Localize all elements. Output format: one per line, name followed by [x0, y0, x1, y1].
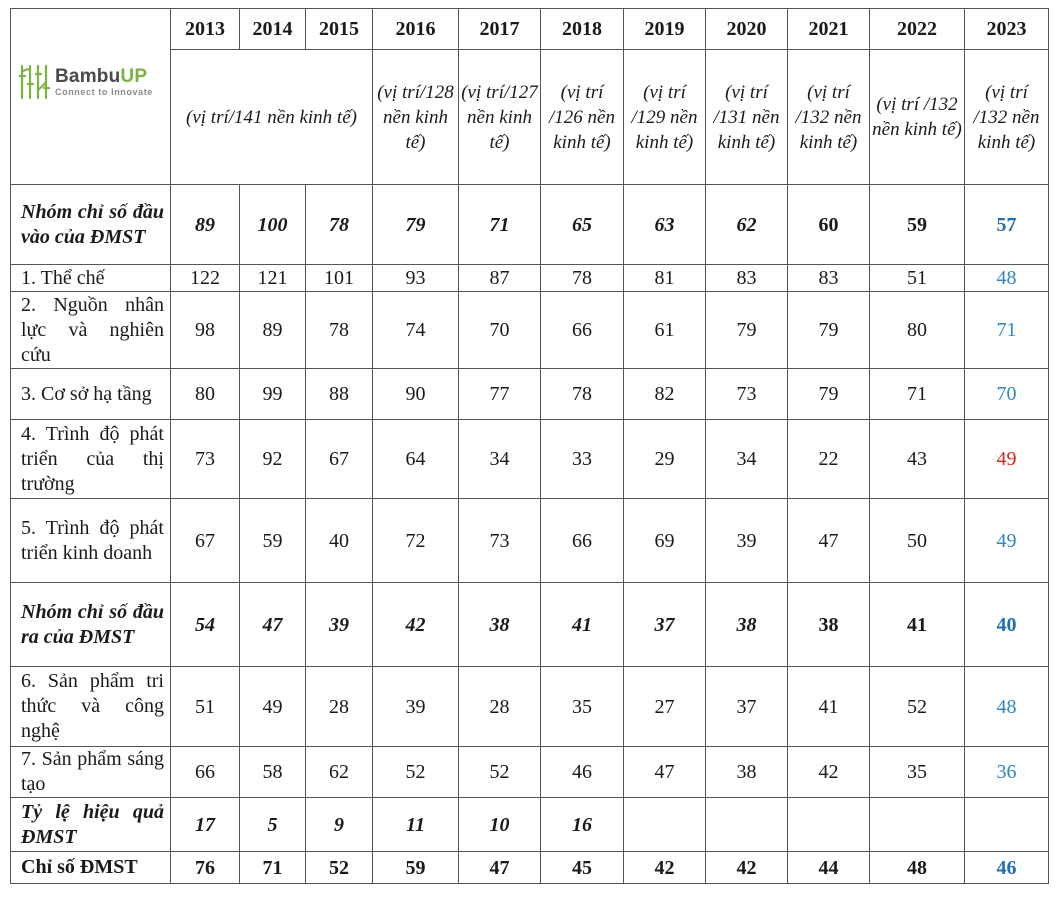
cell-2015: 39 — [306, 583, 373, 667]
cell-2017: 77 — [459, 369, 541, 420]
cell-2019: 29 — [624, 420, 706, 499]
cell-2013: 98 — [171, 292, 240, 369]
year-2017: 2017 — [459, 9, 541, 50]
cell-2018: 66 — [541, 499, 624, 583]
cell-2021: 44 — [788, 852, 870, 884]
cell-2016: 39 — [373, 667, 459, 747]
cell-2022: 35 — [870, 747, 965, 798]
row-label: 6. Sản phẩm tri thức và công nghệ — [11, 667, 171, 747]
cell-2014: 121 — [240, 265, 306, 292]
cell-2020: 62 — [706, 185, 788, 265]
knowledge-tech-row — [11, 667, 1049, 747]
cell-2021: 47 — [788, 499, 870, 583]
cell-2021: 83 — [788, 265, 870, 292]
subheader-2013-2015: (vị trí/141 nền kinh tế) — [171, 50, 373, 185]
cell-2022: 51 — [870, 265, 965, 292]
cell-2022: 71 — [870, 369, 965, 420]
row-label: 4. Trình độ phát triển của thị trường — [11, 420, 171, 499]
cell-2023: 36 — [965, 747, 1049, 798]
cell-2018: 78 — [541, 369, 624, 420]
cell-2023: 49 — [965, 420, 1049, 499]
cell-2015: 101 — [306, 265, 373, 292]
cell-2016: 42 — [373, 583, 459, 667]
cell-2013: 89 — [171, 185, 240, 265]
cell-2015: 28 — [306, 667, 373, 747]
cell-2023: 70 — [965, 369, 1049, 420]
cell-2020 — [706, 798, 788, 852]
year-header-row — [11, 9, 1049, 50]
cell-2019: 37 — [624, 583, 706, 667]
cell-2013: 80 — [171, 369, 240, 420]
cell-2023: 46 — [965, 852, 1049, 884]
subheader-2016: (vị trí/128 nền kinh tế) — [373, 50, 459, 185]
cell-2023: 40 — [965, 583, 1049, 667]
cell-2017: 87 — [459, 265, 541, 292]
cell-2015: 88 — [306, 369, 373, 420]
infrastructure-row — [11, 369, 1049, 420]
subheader-2021: (vị trí /132 nền kinh tế) — [788, 50, 870, 185]
cell-2013: 17 — [171, 798, 240, 852]
cell-2020: 83 — [706, 265, 788, 292]
cell-2021: 38 — [788, 583, 870, 667]
year-2022: 2022 — [870, 9, 965, 50]
cell-2019: 27 — [624, 667, 706, 747]
cell-2018: 33 — [541, 420, 624, 499]
cell-2023: 48 — [965, 667, 1049, 747]
cell-2014: 5 — [240, 798, 306, 852]
year-2019: 2019 — [624, 9, 706, 50]
row-label: Chỉ số ĐMST — [11, 852, 171, 884]
cell-2019: 63 — [624, 185, 706, 265]
subheader-2017: (vị trí/127 nền kinh tế) — [459, 50, 541, 185]
cell-2019: 82 — [624, 369, 706, 420]
cell-2018: 46 — [541, 747, 624, 798]
human-capital-row — [11, 292, 1049, 369]
cell-2022: 43 — [870, 420, 965, 499]
cell-2021: 42 — [788, 747, 870, 798]
cell-2015: 52 — [306, 852, 373, 884]
cell-2022: 41 — [870, 583, 965, 667]
output-group-row — [11, 583, 1049, 667]
cell-2022: 59 — [870, 185, 965, 265]
cell-2023: 71 — [965, 292, 1049, 369]
cell-2020: 37 — [706, 667, 788, 747]
cell-2019: 47 — [624, 747, 706, 798]
cell-2013: 66 — [171, 747, 240, 798]
year-2016: 2016 — [373, 9, 459, 50]
cell-2014: 58 — [240, 747, 306, 798]
cell-2020: 79 — [706, 292, 788, 369]
subheader-2020: (vị trí /131 nền kinh tế) — [706, 50, 788, 185]
cell-2019: 61 — [624, 292, 706, 369]
subheader-2022: (vị trí /132 nền kinh tế) — [870, 50, 965, 185]
cell-2015: 78 — [306, 185, 373, 265]
year-2015: 2015 — [306, 9, 373, 50]
row-label: 1. Thể chế — [11, 265, 171, 292]
creative-outputs-row — [11, 747, 1049, 798]
cell-2020: 38 — [706, 583, 788, 667]
cell-2015: 40 — [306, 499, 373, 583]
cell-2014: 49 — [240, 667, 306, 747]
cell-2013: 54 — [171, 583, 240, 667]
cell-2014: 99 — [240, 369, 306, 420]
cell-2023: 57 — [965, 185, 1049, 265]
logo-cell — [11, 9, 171, 185]
table-wrapper — [10, 8, 1049, 884]
cell-2019: 42 — [624, 852, 706, 884]
cell-2014: 71 — [240, 852, 306, 884]
cell-2020: 39 — [706, 499, 788, 583]
cell-2014: 59 — [240, 499, 306, 583]
cell-2021 — [788, 798, 870, 852]
cell-2016: 11 — [373, 798, 459, 852]
cell-2017: 52 — [459, 747, 541, 798]
cell-2023: 49 — [965, 499, 1049, 583]
cell-2020: 42 — [706, 852, 788, 884]
subheader-2018: (vị trí /126 nền kinh tế) — [541, 50, 624, 185]
cell-2022: 52 — [870, 667, 965, 747]
cell-2022: 48 — [870, 852, 965, 884]
cell-2016: 74 — [373, 292, 459, 369]
cell-2022: 50 — [870, 499, 965, 583]
cell-2018: 78 — [541, 265, 624, 292]
market-sophistication-row — [11, 420, 1049, 499]
cell-2018: 65 — [541, 185, 624, 265]
row-label: Nhóm chỉ số đầu ra của ĐMST — [11, 583, 171, 667]
cell-2019 — [624, 798, 706, 852]
cell-2023: 48 — [965, 265, 1049, 292]
cell-2021: 41 — [788, 667, 870, 747]
cell-2021: 60 — [788, 185, 870, 265]
cell-2016: 72 — [373, 499, 459, 583]
cell-2016: 79 — [373, 185, 459, 265]
subheader-2023: (vị trí /132 nền kinh tế) — [965, 50, 1049, 185]
institutions-row — [11, 265, 1049, 292]
cell-2023 — [965, 798, 1049, 852]
subheader-2019: (vị trí /129 nền kinh tế) — [624, 50, 706, 185]
cell-2019: 81 — [624, 265, 706, 292]
cell-2014: 100 — [240, 185, 306, 265]
cell-2018: 45 — [541, 852, 624, 884]
bamboo-logo-icon — [17, 62, 51, 102]
cell-2022: 80 — [870, 292, 965, 369]
year-2023: 2023 — [965, 9, 1049, 50]
cell-2013: 76 — [171, 852, 240, 884]
cell-2013: 122 — [171, 265, 240, 292]
cell-2018: 35 — [541, 667, 624, 747]
row-label: 2. Nguồn nhân lực và nghiên cứu — [11, 292, 171, 369]
cell-2018: 41 — [541, 583, 624, 667]
cell-2021: 79 — [788, 292, 870, 369]
cell-2017: 28 — [459, 667, 541, 747]
row-label: Tỷ lệ hiệu quả ĐMST — [11, 798, 171, 852]
cell-2017: 34 — [459, 420, 541, 499]
year-2021: 2021 — [788, 9, 870, 50]
cell-2016: 90 — [373, 369, 459, 420]
row-label: 3. Cơ sở hạ tầng — [11, 369, 171, 420]
row-label: Nhóm chỉ số đầu vào của ĐMST — [11, 185, 171, 265]
cell-2022 — [870, 798, 965, 852]
cell-2014: 47 — [240, 583, 306, 667]
cell-2015: 9 — [306, 798, 373, 852]
cell-2020: 73 — [706, 369, 788, 420]
cell-2014: 89 — [240, 292, 306, 369]
table-body — [11, 185, 1049, 884]
cell-2013: 51 — [171, 667, 240, 747]
cell-2016: 52 — [373, 747, 459, 798]
cell-2017: 70 — [459, 292, 541, 369]
brand-name: BambuUP — [55, 65, 148, 87]
year-2014: 2014 — [240, 9, 306, 50]
year-2018: 2018 — [541, 9, 624, 50]
cell-2021: 79 — [788, 369, 870, 420]
cell-2014: 92 — [240, 420, 306, 499]
row-label: 7. Sản phẩm sáng tạo — [11, 747, 171, 798]
cell-2017: 47 — [459, 852, 541, 884]
cell-2017: 73 — [459, 499, 541, 583]
cell-2018: 16 — [541, 798, 624, 852]
cell-2018: 66 — [541, 292, 624, 369]
cell-2015: 62 — [306, 747, 373, 798]
cell-2015: 78 — [306, 292, 373, 369]
cell-2021: 22 — [788, 420, 870, 499]
cell-2015: 67 — [306, 420, 373, 499]
input-group-row — [11, 185, 1049, 265]
cell-2017: 38 — [459, 583, 541, 667]
cell-2016: 64 — [373, 420, 459, 499]
cell-2020: 34 — [706, 420, 788, 499]
business-sophistication-row — [11, 499, 1049, 583]
year-2020: 2020 — [706, 9, 788, 50]
cell-2017: 10 — [459, 798, 541, 852]
brand-tagline: Connect to Innovate — [55, 86, 153, 97]
efficiency-ratio-row — [11, 798, 1049, 852]
gii-ranking-table — [10, 8, 1049, 884]
brand-logo — [17, 62, 170, 102]
row-label: 5. Trình độ phát triển kinh doanh — [11, 499, 171, 583]
gii-index-row — [11, 852, 1049, 884]
cell-2013: 67 — [171, 499, 240, 583]
cell-2016: 93 — [373, 265, 459, 292]
cell-2017: 71 — [459, 185, 541, 265]
cell-2016: 59 — [373, 852, 459, 884]
cell-2020: 38 — [706, 747, 788, 798]
year-2013: 2013 — [171, 9, 240, 50]
cell-2019: 69 — [624, 499, 706, 583]
cell-2013: 73 — [171, 420, 240, 499]
